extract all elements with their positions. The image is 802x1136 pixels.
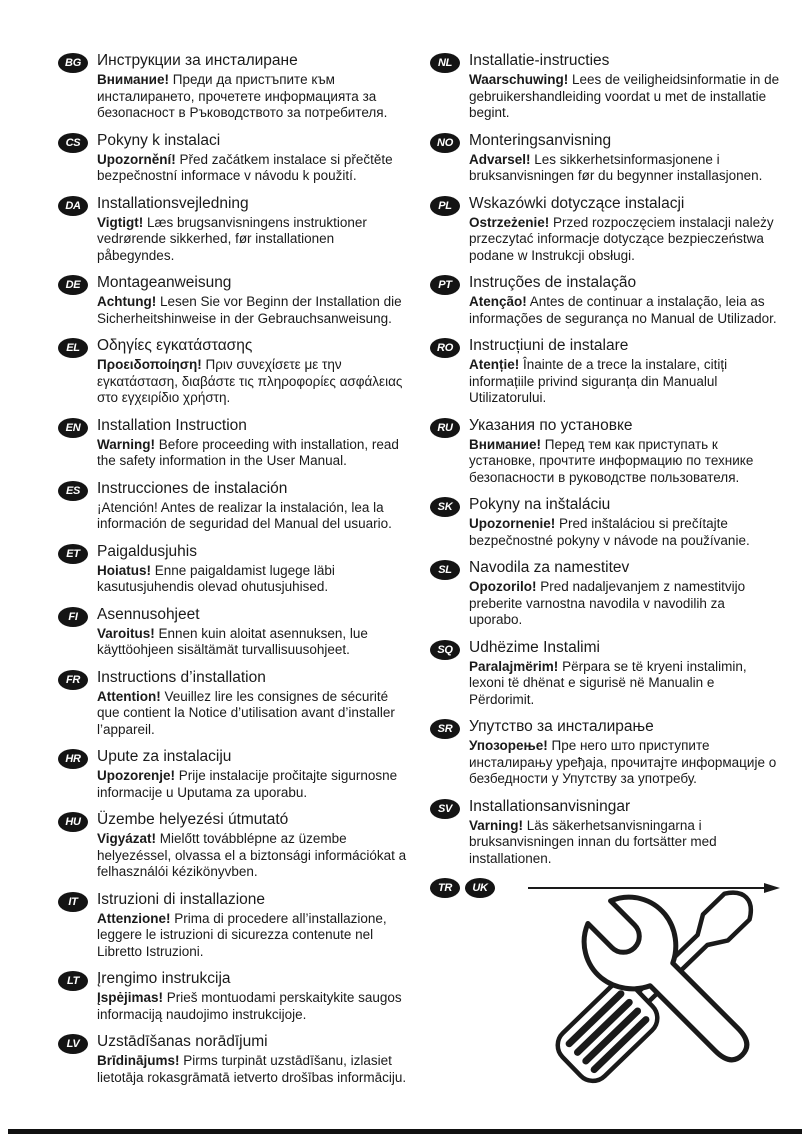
section-title: Упутство за инсталирање: [469, 718, 654, 735]
language-section: [58, 970, 408, 1023]
language-section: [430, 798, 780, 868]
section-body-rest: Veuillez lire les consignes de sécurité que contient la Notice d’utilisation avant d’installer l’appareil.: [97, 688, 395, 737]
section-title: Pokyny k instalaci: [97, 131, 221, 149]
section-body: [97, 626, 408, 659]
language-section: [58, 811, 408, 881]
section-text: [97, 1033, 408, 1086]
section-body-rest: Przed rozpoczęciem instalacji należy przeczytać informacje dotyczące bezpieczeństwa podane w Instrukcji obsługi.: [469, 214, 774, 263]
language-code-badge: DA: [58, 196, 88, 216]
section-body: [469, 516, 780, 549]
section-title: Installation Instruction: [97, 416, 247, 434]
language-section: [58, 132, 408, 185]
section-title: Installationsanvisningar: [469, 797, 631, 815]
section-text: [97, 480, 408, 533]
language-code-badge: IT: [58, 892, 88, 912]
section-body: [97, 152, 408, 185]
section-body: [97, 215, 408, 265]
section-body: [97, 357, 408, 407]
section-text: [469, 195, 780, 265]
section-title: Instrucțiuni de instalare: [469, 337, 629, 354]
language-section: [430, 195, 780, 265]
section-body-rest: Пре него што приступите инсталирању уређаја, прочитајте информације о безбедности у Упутству за употребу.: [469, 738, 777, 786]
section-text: [97, 132, 408, 185]
section-title: Istruzioni di installazione: [97, 890, 266, 908]
language-section: [58, 543, 408, 596]
section-body: [97, 294, 408, 327]
language-section: [58, 1033, 408, 1086]
language-section: [430, 274, 780, 327]
section-body-rest: Përpara se të kryeni instalimin, lexoni të dhënat e sigurisë në Manualin e Përdorimit.: [469, 658, 747, 707]
section-title: Instructions d’installation: [97, 668, 266, 686]
language-code-badge: SL: [430, 560, 460, 580]
section-body-rest: Mielőtt továbblépne az üzembe helyezéssel, olvassa el a biztonsági információkat a felhasználói kézikönyvben.: [97, 831, 407, 879]
language-section: [430, 132, 780, 185]
language-code-badge: RO: [430, 338, 460, 358]
section-title: Uzstādīšanas norādījumi: [97, 1033, 268, 1050]
section-body: [97, 831, 408, 881]
section-body: [469, 72, 780, 122]
language-section: [430, 337, 780, 407]
warning-word: Brīdinājums!: [97, 1053, 180, 1068]
language-code-badge: PT: [430, 275, 460, 295]
warning-word: Opozorilo!: [469, 579, 537, 594]
warning-word: Προειδοποίηση!: [97, 357, 202, 372]
tools-illustration-svg: [543, 860, 783, 1100]
section-title: Указания по установке: [469, 416, 633, 434]
language-code-badge: CS: [58, 133, 88, 153]
section-body-rest: Antes de continuar a instalação, leia as informações de segurança no Manual de Utilizador.: [469, 294, 777, 326]
warning-word: Внимание!: [97, 72, 169, 87]
page-bottom-rule: [8, 1129, 802, 1134]
warning-word: Внимание!: [469, 436, 541, 452]
section-text: [97, 52, 408, 122]
language-code-badge: ES: [58, 481, 88, 501]
section-body: [97, 689, 408, 739]
section-text: [97, 337, 408, 407]
section-body-rest: Antes de realizar la instalación, lea la información de seguridad del Manual del usuario.: [97, 499, 392, 531]
warning-word: Упозорење!: [469, 738, 548, 753]
warning-word: Attention!: [97, 688, 161, 704]
language-section: [430, 559, 780, 629]
section-text: [97, 891, 408, 961]
warning-word: Achtung!: [97, 294, 157, 309]
section-text: [97, 748, 408, 801]
warning-word: ¡Atención!: [97, 499, 158, 515]
warning-word: Hoiatus!: [97, 562, 151, 578]
warning-word: Vigtigt!: [97, 214, 144, 230]
section-body: [97, 72, 408, 122]
warning-word: Warning!: [97, 436, 155, 452]
language-code-badge: LV: [58, 1034, 88, 1054]
section-title: Wskazówki dotyczące instalacji: [469, 194, 685, 212]
section-body: [469, 215, 780, 265]
wrench-and-screwdriver-icon: [543, 860, 783, 1100]
section-body: [469, 437, 780, 487]
section-text: [469, 718, 780, 788]
language-code-badge: FR: [58, 670, 88, 690]
section-body-rest: Pred nadaljevanjem z namestitvijo preberite varnostna navodila v navodilih za uporabo.: [469, 579, 746, 627]
warning-word: Advarsel!: [469, 151, 531, 167]
language-section: [58, 274, 408, 327]
section-text: [97, 195, 408, 265]
section-text: [469, 639, 780, 709]
section-text: [469, 132, 780, 185]
section-title: Paigaldusjuhis: [97, 542, 197, 560]
warning-word: Varoitus!: [97, 625, 155, 641]
warning-word: Waarschuwing!: [469, 72, 569, 87]
section-title: Pokyny na inštaláciu: [469, 496, 611, 513]
section-text: [97, 811, 408, 881]
warning-word: Upozornění!: [97, 151, 176, 167]
language-section: [430, 52, 780, 122]
section-title: Installationsvejledning: [97, 194, 249, 212]
section-body-rest: Πριν συνεχίσετε με την εγκατάσταση, διαβάστε τις πληροφορίες ασφάλειας στο εγχειρίδιο χρήστη.: [97, 357, 403, 405]
language-code-badge: EN: [58, 418, 88, 438]
section-title: Οδηγίες εγκατάστασης: [97, 337, 253, 354]
section-title: Installatie-instructies: [469, 52, 610, 69]
section-body: [97, 1053, 408, 1086]
section-text: [469, 337, 780, 407]
language-code-badge: NO: [430, 133, 460, 153]
section-title: Üzembe helyezési útmutató: [97, 811, 289, 828]
section-text: [469, 274, 780, 327]
section-body-rest: Prima di procedere all’installazione, leggere le istruzioni di sicurezza contenute nel Libretto Istruzioni.: [97, 910, 387, 959]
language-code-badge: BG: [58, 53, 88, 73]
section-body: [469, 357, 780, 407]
language-code-badge: SK: [430, 497, 460, 517]
warning-word: Paralajmërim!: [469, 658, 559, 674]
warning-word: Ostrzeżenie!: [469, 214, 550, 230]
section-body: [469, 579, 780, 629]
language-code-badge: SR: [430, 719, 460, 739]
section-text: [469, 417, 780, 487]
language-section: [430, 496, 780, 549]
language-section: [58, 669, 408, 739]
language-column-left: [58, 52, 408, 1096]
section-text: [97, 970, 408, 1023]
section-title: Navodila za namestitev: [469, 559, 630, 576]
language-code-badge: NL: [430, 53, 460, 73]
warning-word: Įspėjimas!: [97, 990, 164, 1005]
warning-word: Upozorenje!: [97, 768, 176, 783]
section-body-rest: Pred inštaláciou si prečítajte bezpečnostné pokyny v návode na používanie.: [469, 516, 750, 548]
section-text: [469, 496, 780, 549]
section-body-rest: Before proceeding with installation, read the safety information in the User Manual.: [97, 436, 399, 468]
section-body-rest: Enne paigaldamist lugege läbi kasutusjuhendis olevad ohutusjuhised.: [97, 562, 335, 594]
language-section: [58, 195, 408, 265]
section-body-rest: Ennen kuin aloitat asennuksen, lue käyttöohjeen sisältämät turvallisuusohjeet.: [97, 625, 368, 657]
language-section: [58, 606, 408, 659]
section-title: Įrengimo instrukcija: [97, 970, 231, 987]
section-title: Montageanweisung: [97, 274, 232, 291]
language-code-badge-tr: TR: [430, 878, 460, 898]
language-code-badge: DE: [58, 275, 88, 295]
language-section: [430, 417, 780, 487]
section-body-rest: Prieš montuodami perskaitykite saugos informaciją naudojimo instrukcijoje.: [97, 990, 402, 1022]
section-title: Asennusohjeet: [97, 605, 200, 623]
language-code-badge: PL: [430, 196, 460, 216]
warning-word: Attenzione!: [97, 910, 171, 926]
language-section: [58, 337, 408, 407]
section-title: Udhëzime Instalimi: [469, 638, 600, 656]
section-body-rest: Läs säkerhetsanvisningarna i bruksanvisningen innan du fortsätter med installationen.: [469, 817, 717, 866]
section-body: [97, 563, 408, 596]
language-code-badge: SQ: [430, 640, 460, 660]
section-body: [469, 294, 780, 327]
section-body: [97, 437, 408, 470]
language-code-badge: HU: [58, 812, 88, 832]
language-section: [58, 480, 408, 533]
warning-word: Upozornenie!: [469, 516, 556, 531]
section-body-rest: Les sikkerhetsinformasjonene i bruksanvisningen før du begynner installasjonen.: [469, 151, 763, 183]
section-body: [97, 990, 408, 1023]
language-code-badge: SV: [430, 799, 460, 819]
section-text: [469, 559, 780, 629]
language-section: [58, 417, 408, 470]
section-title: Instrucciones de instalación: [97, 479, 288, 497]
language-column-right: [430, 52, 780, 899]
section-text: [469, 52, 780, 122]
warning-word: Atenție!: [469, 357, 520, 372]
section-body: [97, 768, 408, 801]
section-body: [469, 738, 780, 788]
language-section: [58, 891, 408, 961]
section-title: Upute za instalaciju: [97, 748, 232, 765]
language-code-badge-uk: UK: [465, 878, 495, 898]
section-body-rest: Pirms turpināt uzstādīšanu, izlasiet lietotāja rokasgrāmatā ietverto drošības informāciju.: [97, 1053, 407, 1085]
language-section: [58, 52, 408, 122]
section-body-rest: Prije instalacije pročitajte sigurnosne informacije u Uputama za uporabu.: [97, 768, 398, 800]
language-code-badge: ET: [58, 544, 88, 564]
warning-word: Atenção!: [469, 294, 527, 309]
section-title: Instruções de instalação: [469, 274, 637, 291]
section-title: Инструкции за инсталиране: [97, 52, 298, 69]
section-body-rest: Înainte de a trece la instalare, citiți informațiile privind siguranța din Manualul Utilizatorului.: [469, 357, 728, 405]
language-code-badge: FI: [58, 607, 88, 627]
section-text: [97, 417, 408, 470]
language-code-badge: EL: [58, 338, 88, 358]
section-body: [97, 500, 408, 533]
section-body: [469, 152, 780, 185]
section-body: [97, 911, 408, 961]
section-body-rest: Lees de veiligheidsinformatie in de gebruikershandleiding voordat u met de installatie begint.: [469, 72, 780, 120]
section-body-rest: Lesen Sie vor Beginn der Installation die Sicherheitshinweise in der Gebrauchsanweisung.: [97, 294, 402, 326]
section-title: Monteringsanvisning: [469, 131, 612, 149]
language-code-badge: LT: [58, 971, 88, 991]
section-text: [97, 669, 408, 739]
section-text: [97, 274, 408, 327]
language-section: [430, 639, 780, 709]
language-code-badge: RU: [430, 418, 460, 438]
section-body: [469, 659, 780, 709]
language-code-badge: HR: [58, 749, 88, 769]
section-body-rest: Před začátkem instalace si přečtěte bezpečnostní informace v návodu k použití.: [97, 151, 393, 183]
language-section: [430, 718, 780, 788]
section-text: [97, 543, 408, 596]
section-body-rest: Перед тем как приступать к установке, прочтите информацию по технике безопасности в руководстве пользователя.: [469, 436, 754, 485]
warning-word: Varning!: [469, 817, 524, 833]
warning-word: Vigyázat!: [97, 831, 157, 846]
section-text: [469, 798, 780, 868]
language-section: [58, 748, 408, 801]
section-body-rest: Læs brugsanvisningens instruktioner vedrørende sikkerhed, før installationen påbegyndes.: [97, 214, 367, 263]
section-body-rest: Преди да пристъпите към инсталирането, прочетете информацията за безопасност в Ръководството за потребителя.: [97, 72, 388, 120]
section-text: [97, 606, 408, 659]
